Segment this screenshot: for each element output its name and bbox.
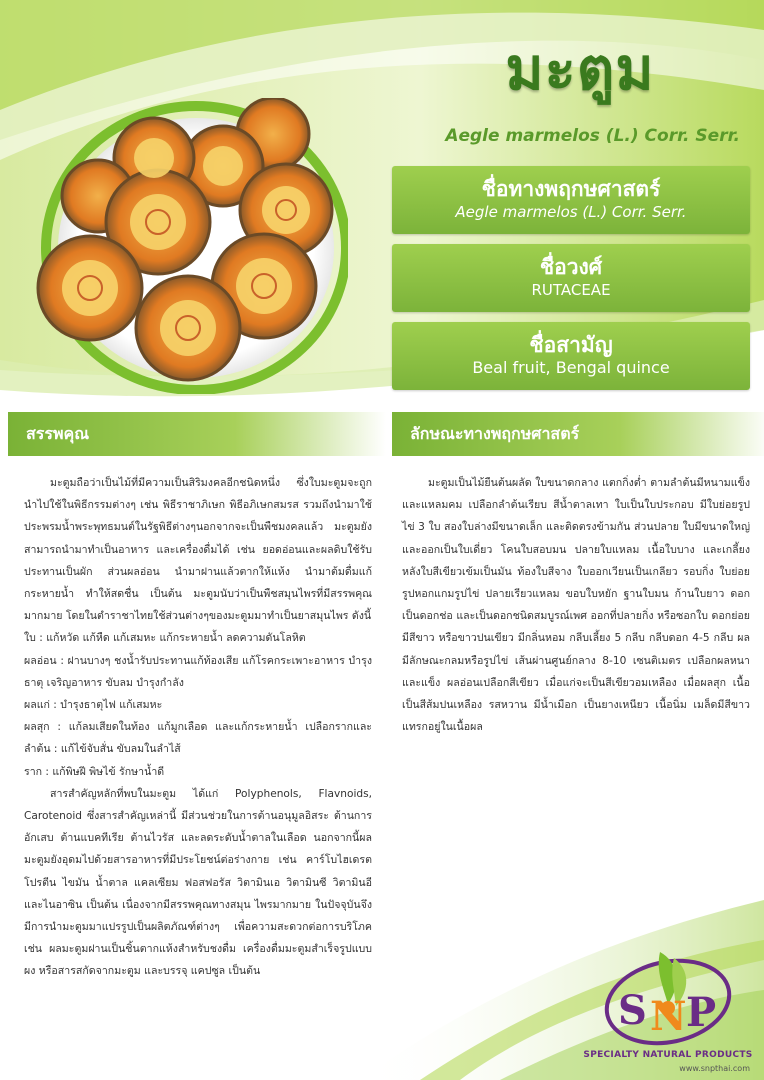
properties-text [24,472,372,983]
botanical-name-heading: ชื่อทางพฤกษศาสตร์ [481,177,661,201]
bael-fruit-plate-image [28,98,348,394]
botany-section-header: ลักษณะทางพฤกษศาสตร์ [392,412,764,456]
properties-paragraph: ใบ : แก้หวัด แก้หืด แก้เสมหะ แก้กระหายน้ำ ลดความดันโลหิต [24,632,306,645]
properties-paragraph: ผลอ่อน : ฝานบางๆ ชงน้ำรับประทานแก้ท้องเสีย แก้โรคกระเพาะอาหาร บำรุงธาตุ เจริญอาหาร ขับลม บำรุงกำลัง [24,654,372,689]
botanical-name-value: Aegle marmelos (L.) Corr. Serr. [455,203,687,221]
properties-paragraph: มะตูมถือว่าเป็นไม้ที่มีความเป็นสิริมงคลอีกชนิดหนึ่ง ซึ่งใบมะตูมจะถูกนำไปใช้ในพิธีกรรมต่างๆ เช่น พิธีราชาภิเษก พิธีอภิเษกสมรส รวมถึงนำมาใช้ประพรมน้ำพระพุทธมนต์ในรัฐพิธีต่างๆนอกจากจะเป็นพืชมงคลแล้ว มะตูมยังสามารถนำมาทำเป็นอาหาร และเครื่องดื่มได้ เช่น ยอดอ่อนและผลดิบใช้รับประทานเป็นผัก ส่วนผลอ่อน นำมาฝานแล้วตากให้แห้ง นำมาต้มดื่มแก้กระหายน้ำ ทำให้สดชื่น เป็นต้น มะตูมนับว่าเป็นพืชสมุนไพรที่มีสรรพคุณมากมาย โดยในตำราชาไทยใช้ส่วนต่างๆของมะตูมมาทำเป็นยาสมุนไพร ดังนี้ [24,477,372,623]
company-name: SPECIALTY NATURAL PRODUCTS [583,1050,753,1060]
properties-paragraph: ราก : แก้พิษฝี พิษไข้ รักษาน้ำดี [24,765,165,778]
properties-paragraph: ผลสุก : แก้ลมเสียดในท้อง แก้มูกเลือด และแก้กระหายน้ำ เปลือกรากและลำต้น : แก้ไข้จับสั่น ขับลมในลำไส้ [24,721,372,756]
properties-section-header: สรรพคุณ [8,412,386,456]
common-name-box [392,322,750,390]
company-url: www.snpthai.com [679,1064,750,1073]
logo-initial-n: N [650,993,687,1040]
logo-initial-p: P [686,989,717,1036]
properties-paragraph: สารสำคัญหลักที่พบในมะตูม ได้แก่ Polyphenols, Flavnoids, Carotenoid ซึ่งสารสำคัญเหล่านี้ มีส่วนช่วยในการต้านอนุมูลอิสระ ต้านการอักเสบ ต้านแบคทีเรีย ต้านไวรัส และลดระดับน้ำตาลในเลือด นอกจากนี้ผลมะตูมยังอุดมไปด้วยสารอาหารที่มีประโยชน์ต่อร่างกาย เช่น คาร์โบไฮเดรต โปรตีน ไขมัน น้ำตาล แคลเซียม ฟอสฟอรัส วิตามินเอ วิตามินซี วิตามินอี และไนอาซิน เป็นต้น เนื่องจากมีสรรพคุณทางสมุน ไพรมากมาย ในปัจจุบันจึงมีการนำมะตูมมาแปรรูปเป็นผลิตภัณฑ์ต่างๆ เพื่อความสะดวกต่อการบริโภค เช่น ผลมะตูมฝานเป็นชิ้นตากแห้งสำหรับชงดื่ม เครื่องดื่มมะตูมสำเร็จรูปแบบผง หรือสารสกัดจากมะตูม และบรรจุ แคปซูล เป็นต้น [24,787,372,978]
family-name-value: RUTACEAE [531,281,611,299]
botany-text [402,472,750,738]
common-name-value: Beal fruit, Bengal quince [472,358,670,377]
family-name-heading: ชื่อวงศ์ [539,255,603,279]
scientific-name-subtitle: Aegle marmelos (L.) Corr. Serr. [445,126,740,146]
logo-initial-s: S [618,987,647,1034]
snp-logo [598,944,738,1048]
botany-paragraph: มะตูมเป็นไม้ยืนต้นผลัด ใบขนาดกลาง แตกกิ่งต่ำ ตามลำต้นมีหนามแข็ง และแหลมคม เปลือกลำต้นเรียบ สีน้ำตาลเทา ใบเป็นใบประกอบ มีใบย่อยรูปไข่ 3 ใบ สองใบล่างมีขนาดเล็ก และติดตรงข้ามกัน ส่วนปลาย ใบมีขนาดใหญ่ และออกเป็นใบเดี่ยว โคนใบสอบมน ปลายใบแหลม เนื้อใบบาง และเกลี้ยง หลังใบสีเขียวเข้มเป็นมัน ท้องใบสีจาง ใบออกเวียนเป็นเกลียว รอบกิ่ง ใบย่อยรูปหอกแกมรูปไข่ ปลายเรียวแหลม ขอบใบหยัก ฐานใบมน ก้านใบยาว ดอก เป็นดอกช่อ และเป็นดอกชนิดสมบูรณ์เพศ ออกที่ปลายกิ่ง หรือซอกใบ ดอกย่อยมีสีขาว หรือขาวปนเขียว มีกลิ่นหอม กลีบเลี้ยง 5 กลีบ กลีบดอก 4-5 กลีบ ผลมีลักษณะกลมหรือรูปไข่ เส้นผ่านศูนย์กลาง 8-10 เซนติเมตร เปลือกผลหนาและแข็ง ผลอ่อนเปลือกสีเขียว เมื่อแก่จะเป็นสีเขียวอมเหลือง เมื่อผลสุก เนื้อเป็นสีส้มปนเหลือง รสหวาน มีน้ำเมือก เป็นยางเหนียว เนื้อนิ่ม เมล็ดมีสีขาวแทรกอยู่ในเนื้อผล [402,477,750,734]
family-name-box [392,244,750,312]
properties-paragraph: ผลแก่ : บำรุงธาตุไฟ แก้เสมหะ [24,699,163,712]
botanical-name-box [392,166,750,234]
page-title: มะตูม [505,35,655,103]
common-name-heading: ชื่อสามัญ [529,333,613,357]
